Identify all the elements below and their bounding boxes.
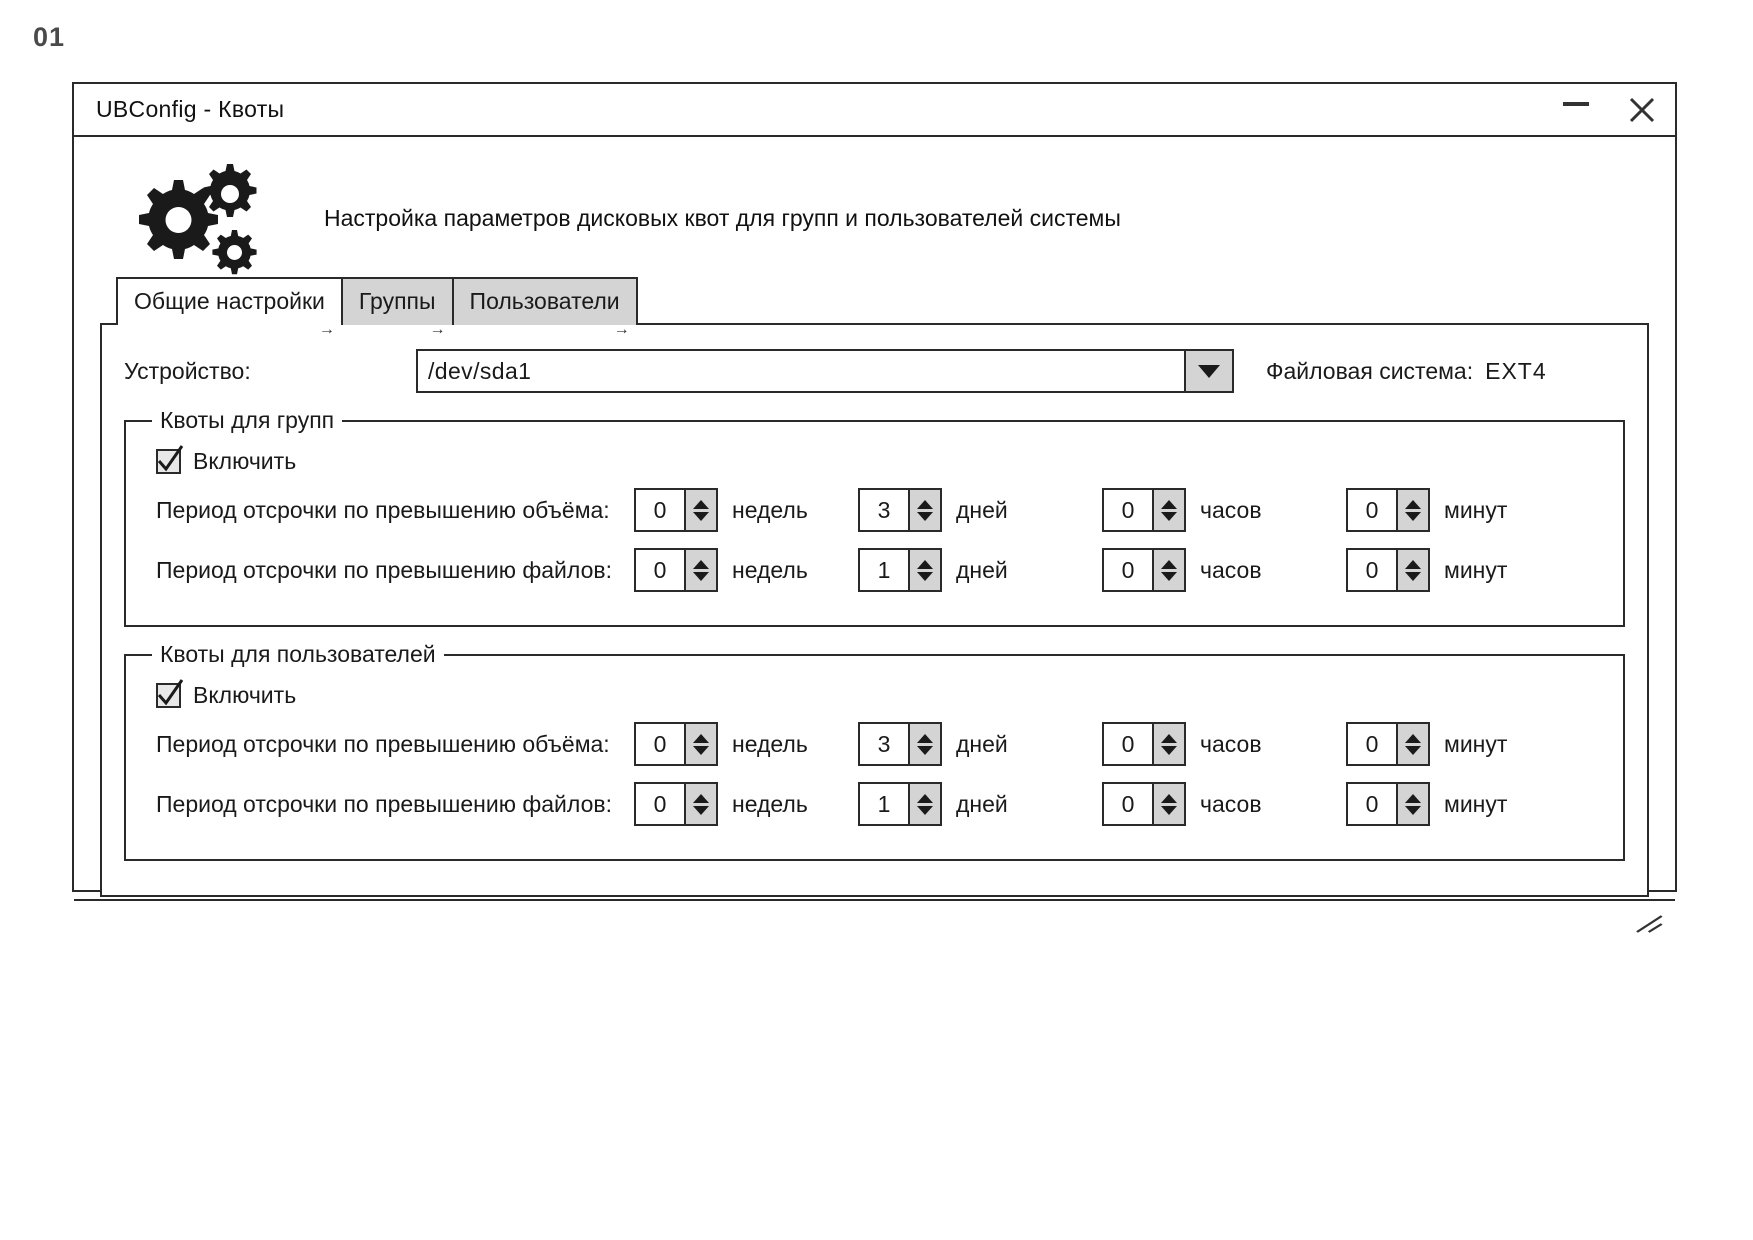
window-controls [1561,89,1657,131]
spinner-buttons-icon[interactable] [1396,550,1428,590]
spinner-value: 0 [1121,730,1135,757]
group-grace-size-weeks [634,488,858,532]
spinner[interactable] [1346,548,1430,592]
tab-label: Общие настройки [134,287,325,314]
tab-label: Пользователи [469,287,620,314]
spinner-buttons-icon[interactable] [684,724,716,764]
spinner-value: 3 [877,496,891,523]
user-grace-size-weeks [634,722,858,766]
spinner-value: 0 [1121,790,1135,817]
spinner-unit: часов [1200,790,1262,817]
spinner-unit: недель [732,730,808,757]
header-description: Настройка параметров дисковых квот для групп и пользователей системы [324,204,1121,231]
filesystem-value: EXT4 [1485,357,1547,384]
spinner-value: 0 [1365,496,1379,523]
spinner[interactable] [1102,782,1186,826]
user-quotas-enable-checkbox[interactable] [156,683,181,708]
group-quotas-enable-row[interactable] [156,448,1607,475]
spinner-buttons-icon[interactable] [908,490,940,530]
minimize-icon[interactable] [1561,89,1591,131]
spinner-value: 0 [1365,556,1379,583]
tab-arrow-icon: → [318,321,335,338]
group-grace-size-days [858,488,1102,532]
group-grace-files-days [858,548,1102,592]
spinner-buttons-icon[interactable] [1152,490,1184,530]
group-grace-size-row [156,487,1607,533]
spinner-unit: минут [1444,556,1508,583]
user-grace-files-hours [1102,782,1346,826]
spinner-value: 0 [653,496,667,523]
group-quotas-enable-label: Включить [193,448,297,474]
spinner-unit: часов [1200,730,1262,757]
spinner[interactable] [1102,722,1186,766]
resize-grip-icon[interactable] [1633,912,1667,943]
spinner-buttons-icon[interactable] [1152,784,1184,824]
user-grace-size-days [858,722,1102,766]
spinner-value: 0 [653,790,667,817]
tab-arrow-icon: → [613,321,630,338]
user-grace-files-minutes [1346,782,1570,826]
tab-arrow-icon: → [429,321,446,338]
tab-label: Группы [358,287,436,314]
tab-bar [74,277,1675,338]
spinner-buttons-icon[interactable] [908,550,940,590]
spinner-unit: часов [1200,556,1262,583]
user-grace-files-label: Период отсрочки по превышению файлов: [156,790,612,817]
spinner-buttons-icon[interactable] [684,784,716,824]
user-grace-size-row [156,721,1607,767]
spinner-unit: дней [956,496,1008,523]
spinner[interactable] [858,782,942,826]
spinner-buttons-icon[interactable] [1152,724,1184,764]
spinner[interactable] [1102,548,1186,592]
filesystem-label: Файловая система: [1266,357,1474,384]
close-icon[interactable] [1627,95,1657,125]
spinner-unit: дней [956,790,1008,817]
tab-panel-general-settings [100,323,1649,897]
device-select[interactable] [416,349,1234,393]
spinner-value: 0 [1365,730,1379,757]
group-grace-size-hours [1102,488,1346,532]
chevron-down-icon[interactable] [1184,351,1232,391]
user-grace-size-minutes [1346,722,1570,766]
spinner-buttons-icon[interactable] [1396,724,1428,764]
user-grace-size-label: Период отсрочки по превышению объёма: [156,730,610,757]
spinner[interactable] [634,488,718,532]
spinner-buttons-icon[interactable] [1152,550,1184,590]
spinner-buttons-icon[interactable] [908,784,940,824]
spinner-value: 0 [653,556,667,583]
spinner-unit: дней [956,730,1008,757]
spinner-value: 0 [1121,496,1135,523]
user-quotas-legend: Квоты для пользователей [160,641,436,667]
tab-general-settings[interactable] [116,277,343,338]
spinner-value: 0 [1121,556,1135,583]
window-title: UBConfig - Квоты [96,96,285,122]
panel-spacer [124,875,1625,885]
spinner[interactable] [858,548,942,592]
group-quotas-enable-checkbox[interactable] [156,449,181,474]
spinner[interactable] [858,488,942,532]
figure-number: 01 [33,22,66,52]
tab-users[interactable] [452,277,638,338]
spinner-value: 3 [877,730,891,757]
device-row [124,349,1625,393]
user-grace-files-weeks [634,782,858,826]
spinner-unit: часов [1200,496,1262,523]
group-grace-files-label: Период отсрочки по превышению файлов: [156,556,612,583]
user-grace-size-hours [1102,722,1346,766]
spinner-value: 1 [877,556,891,583]
spinner-value: 0 [653,730,667,757]
gears-icon [126,158,266,278]
group-grace-size-minutes [1346,488,1570,532]
spinner[interactable] [1346,488,1430,532]
device-select-value: /dev/sda1 [428,357,532,384]
spinner-buttons-icon[interactable] [684,550,716,590]
group-quotas-legend: Квоты для групп [160,407,335,433]
window-body [74,137,1675,949]
spinner[interactable] [634,722,718,766]
user-quotas-fieldset [124,641,1625,861]
spinner-unit: недель [732,790,808,817]
group-grace-files-weeks [634,548,858,592]
device-label: Устройство: [124,357,251,384]
spinner-buttons-icon[interactable] [684,490,716,530]
spinner-unit: дней [956,556,1008,583]
spinner[interactable] [634,548,718,592]
tab-groups[interactable] [341,277,454,338]
spinner[interactable] [1346,722,1430,766]
spinner-buttons-icon[interactable] [908,724,940,764]
spinner[interactable] [1346,782,1430,826]
user-quotas-enable-row[interactable] [156,682,1607,709]
spinner[interactable] [858,722,942,766]
spinner-unit: минут [1444,730,1508,757]
header-area [74,137,1675,277]
user-grace-files-row [156,781,1607,827]
window-statusbar [74,899,1675,949]
spinner-buttons-icon[interactable] [1396,490,1428,530]
group-grace-files-minutes [1346,548,1570,592]
user-grace-files-days [858,782,1102,826]
spinner-value: 1 [877,790,891,817]
spinner-unit: недель [732,496,808,523]
group-quotas-fieldset [124,407,1625,627]
spinner-unit: минут [1444,790,1508,817]
window-titlebar [74,84,1675,137]
spinner-unit: минут [1444,496,1508,523]
user-quotas-enable-label: Включить [193,682,297,708]
spinner[interactable] [1102,488,1186,532]
group-grace-files-hours [1102,548,1346,592]
group-grace-files-row [156,547,1607,593]
spinner[interactable] [634,782,718,826]
spinner-unit: недель [732,556,808,583]
spinner-buttons-icon[interactable] [1396,784,1428,824]
group-grace-size-label: Период отсрочки по превышению объёма: [156,496,610,523]
application-window [72,82,1677,892]
spinner-value: 0 [1365,790,1379,817]
